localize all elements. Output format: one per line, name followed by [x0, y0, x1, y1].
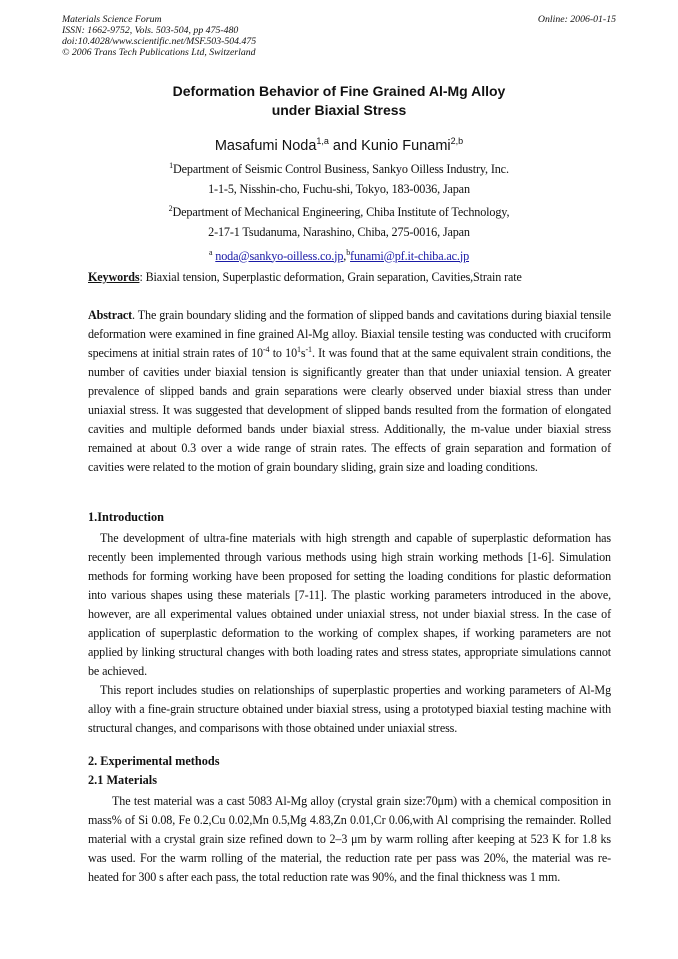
author-2-sup: 2,b: [450, 136, 464, 146]
page-header: [62, 14, 616, 58]
email-link-a[interactable]: noda@sankyo-oilless.co.jp: [215, 248, 344, 263]
affiliation-1-address: 1-1-5, Nisshin-cho, Fuchu-shi, Tokyo, 183-0036, Japan: [208, 181, 470, 196]
author-list: [0, 136, 678, 154]
introduction-paragraph-1: The development of ultra-fine materials with high strength and capable of superplastic deformation has recently been implemented through various methods using high strain working methods [1-6]. Simulation methods for forming working have been proposed for setting the loading conditions for plastic deformation into various shapes using these materials [7-11]. The plastic working parameters introduced in the above, however, are all experimental values obtained under uniaxial stress, not under biaxial stress. In the case of application of superplastic deformation to the working of complex shapes, if working parameters are not applied by linking structural changes with both loading rates and stress states, appropriate simulations cannot be achieved.: [88, 531, 611, 678]
author-2: Kunio Funami: [361, 137, 451, 154]
issn-line: ISSN: 1662-9752, Vols. 503-504, pp 475-480: [62, 25, 239, 36]
keywords: [88, 268, 611, 287]
subsection-heading-materials: 2.1 Materials: [88, 773, 157, 787]
email-line: $^a$ noda@sankyo-oilless.co.jp,$^b$funami@pf.it-chiba.ac.jp: [208, 247, 470, 263]
materials-body: [88, 792, 611, 887]
introduction-paragraph-2: This report includes studies on relationships of superplastic properties and working parameters of Al-Mg alloy with a fine-grain structure obtained under biaxial stress, using a prototyped biaxial testing machine with structural changes, and comparisons with those obtained under uniaxial stress.: [88, 683, 611, 735]
abstract-label: Abstract: [88, 308, 133, 322]
title-line-1: Deformation Behavior of Fine Grained Al-Mg Alloy: [172, 83, 506, 99]
abstract: Abstract. The grain boundary sliding and the formation of slipped bands and cavitations during biaxial tensile deformation were examined in fine grained Al-Mg alloy. Biaxial tensile testing was conducted with cruciform specimens at initial strain rates of $10^{-4}$ to $10^1s^{-1}$. It was found that at the same equivalent strain conditions, the number of cavities under biaxial tension is significantly greater than that under uniaxial tension. A greater prevalence of slipped bands and grain separations were clearly observed under biaxial stress than under uniaxial stress. It was suggested that development of slipped bands resulted from the formation of elongated cavities and multiple deformed bands under biaxial stress. Additionally, the m-value under biaxial stress remained at about 0.3 over a wide range of strain rates. The effects of grain separation and formation of cavities were related to the motion of grain boundary sliding, grain size and loading conditions.: [88, 308, 611, 474]
author-1: Masafumi Noda: [214, 137, 317, 154]
author-conjunction: and: [328, 137, 362, 154]
journal-name: Materials Science Forum: [62, 14, 162, 25]
introduction-body: [88, 529, 611, 738]
section-heading-methods: 2. Experimental methods: [88, 754, 220, 768]
online-date: Online: 2006-01-15: [537, 14, 616, 25]
doi-line: doi:10.4028/www.scientific.net/MSF.503-504.475: [62, 36, 257, 47]
author-1-sup: 1,a: [316, 136, 329, 146]
affiliation-2: $^2$Department of Mechanical Engineering, Chiba Institute of Technology,: [168, 204, 510, 220]
title-line-2: under Biaxial Stress: [271, 102, 407, 118]
keywords-text: : Biaxial tension, Superplastic deformation, Grain separation, Cavities,Strain rate: [139, 270, 522, 284]
copyright-line: © 2006 Trans Tech Publications Ltd, Switzerland: [62, 47, 256, 58]
section-heading-introduction: 1.Introduction: [88, 510, 164, 524]
paper-title: [0, 82, 678, 120]
email-link-b[interactable]: funami@pf.it-chiba.ac.jp: [350, 248, 470, 263]
keywords-label: Keywords: [88, 270, 140, 284]
materials-paragraph-1: The test material was a cast 5083 Al-Mg alloy (crystal grain size:70μm) with a chemical composition in mass% of Si 0.08, Fe 0.2,Cu 0.02,Mn 0.5,Mg 4.83,Zn 0.01,Cr 0.06,with Al comprising the remainder. Rolled material with a crystal grain size refined down to 2–3 μm by warm rolling after keeping at 523 K for 1.8 ks was used. For the warm rolling of the material, the reduction rate per pass was 20%, the material was re-heated for 300 s after each pass, the total reduction rate was 90%, and the final thickness was 1 mm.: [88, 794, 611, 884]
affiliation-1: $^1$Department of Seismic Control Business, Sankyo Oilless Industry, Inc.: [169, 161, 509, 177]
affiliation-2-address: 2-17-1 Tsudanuma, Narashino, Chiba, 275-0016, Japan: [208, 224, 470, 239]
affiliations: [0, 156, 678, 266]
